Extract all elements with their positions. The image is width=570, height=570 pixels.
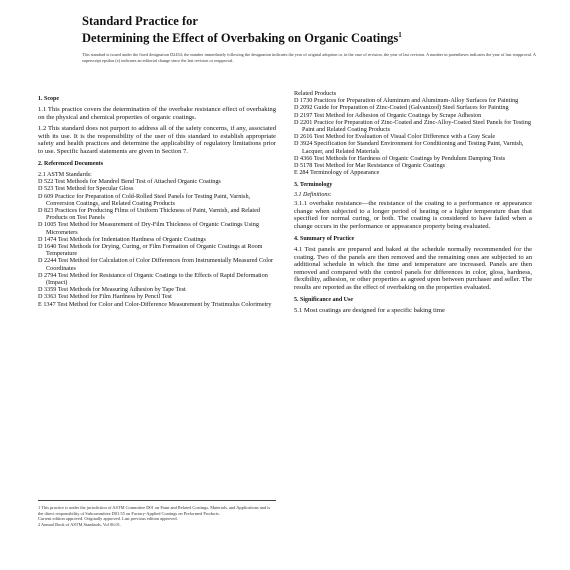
ref-item: 2.1 ASTM Standards: <box>38 171 92 178</box>
summary-para: 4.1 Test panels are prepared and baked at the schedule normally recommended for the coating. Two of the panels are then removed and the remaining ones are subjected to an additional schedule in which the time and temperature are increased. Panels are then removed and compared with the control panels for differences in color, gloss, hardness, flexibility, adhesion, or other properties as agreed upon between purchaser and seller. The results are reported as the effect of overbaking on the properties evaluated. <box>294 246 532 291</box>
footnote: Current edition approved. Originally approved. Last previous edition approved. <box>38 516 178 522</box>
title-block <box>82 14 536 64</box>
right-column <box>294 90 532 319</box>
ref-item: D 1005 Test Method for Measurement of Dry-Film Thickness of Organic Coatings Using Micrometers <box>38 221 259 236</box>
ref-item: D 1474 Test Methods for Indentation Hardness of Organic Coatings <box>38 235 206 243</box>
footnotes <box>38 500 276 527</box>
scope-para-1: 1.1 This practice covers the determination of the overbake resistance effect of overbaking on the physical and chemical properties of organic coatings. <box>38 106 276 121</box>
ref-item: Related Products <box>294 90 337 97</box>
section-terminology-heading: 3. Terminology <box>294 182 333 189</box>
significance-para: 5.1 Most coatings are designed for a specific baking time <box>294 307 445 315</box>
terminology-para: 3.1.1 overbake resistance—the resistance of the coating to a performance or appearance change when subjected to a longer period of heating or a higher temperature than that specified for normal curing, or both. The coating is considered to have failed when a change occurs in the performance or appearance property being evaluated. <box>294 200 532 230</box>
section-referenced-heading: 2. Referenced Documents <box>38 161 104 167</box>
body-columns <box>38 90 532 319</box>
ref-item: D 5178 Test Method for Mar Resistance of Organic Coatings <box>294 162 446 170</box>
ref-item: D 3359 Test Methods for Measuring Adhesion by Tape Test <box>38 286 186 294</box>
ref-item: D 823 Practices for Producing Films of Uniform Thickness of Paint, Varnish, and Related Products on Test Panels <box>38 207 260 222</box>
ref-item: D 523 Test Method for Specular Gloss <box>38 185 134 193</box>
terminology-subheading: 3.1 Definitions: <box>294 192 332 199</box>
ref-item: D 1640 Test Methods for Drying, Curing, or Film Formation of Organic Coatings at Room Temperature <box>38 243 263 258</box>
ref-item: D 4366 Test Methods for Hardness of Organic Coatings by Pendulum Damping Tests <box>294 154 506 162</box>
section-significance-heading: 5. Significance and Use <box>294 297 354 304</box>
ref-item: D 522 Test Methods for Mandrel Bend Test of Attached Organic Coatings <box>38 178 221 186</box>
ref-item: D 3924 Specification for Standard Environment for Conditioning and Testing Paint, Varnish, Lacquer, and Related Materials <box>294 140 524 155</box>
designation-note: This standard is issued under the fixed designation D2454; the number immediately following the designation indicates the year of original adoption or, in the case of revision, the year of last revision. A number in parentheses indicates the year of last reapproval. A superscript epsilon (ε) indicates an editorial change since the last revision or reapproval. <box>82 52 536 64</box>
ref-item: D 2092 Guide for Preparation of Zinc-Coated (Galvanized) Steel Surfaces for Painting <box>294 104 509 112</box>
continued-ref-list <box>294 90 532 176</box>
ref-item: D 1730 Practices for Preparation of Aluminum and Aluminum-Alloy Surfaces for Painting <box>294 97 519 105</box>
referenced-list <box>38 171 276 308</box>
section-summary-heading: 4. Summary of Practice <box>294 236 355 243</box>
ref-item: E 1347 Test Method for Color and Color-Difference Measurement by Tristimulus Colorimetry <box>38 300 272 308</box>
ref-item: E 284 Terminology of Appearance <box>294 169 380 177</box>
scope-para-2: 1.2 This standard does not purport to address all of the safety concerns, if any, associated with its use. It is the responsibility of the user of this standard to establish appropriate safety and health practices and determine the applicability of regulatory limitations prior to use. Specific hazard statements are given in Section 7. <box>38 125 276 155</box>
footnote: 2 Annual Book of ASTM Standards, Vol 06.01. <box>38 521 122 527</box>
ref-item: D 3363 Test Method for Film Hardness by Pencil Test <box>38 293 172 301</box>
title-line-1: Standard Practice for <box>82 14 198 28</box>
footnote: 1 This practice is under the jurisdiction of ASTM Committee D01 on Paint and Related Coatings, Materials, and Applications and is the direct responsibility of Subcommittee D01.55 on Factory-Applied Coatings on Preformed Products. <box>38 505 271 516</box>
ref-item: D 2201 Practice for Preparation of Zinc-Coated and Zinc-Alloy-Coated Steel Panels for Testing Paint and Related Coating Products <box>294 118 531 134</box>
ref-item: D 2794 Test Method for Resistance of Organic Coatings to the Effects of Rapid Deformation (Impact) <box>38 271 268 287</box>
ref-item: D 2244 Test Method for Calculation of Color Differences from Instrumentally Measured Color Coordinates <box>38 257 274 272</box>
ref-item: D 609 Practice for Preparation of Cold-Rolled Steel Panels for Testing Paint, Varnish, Conversion Coatings, and Related Coating Products <box>38 192 251 207</box>
title-line-2: Determining the Effect of Overbaking on Organic Coatings$^1$ <box>82 31 402 46</box>
section-scope-heading: 1. Scope <box>38 96 59 102</box>
ref-item: D 2616 Test Method for Evaluation of Visual Color Difference with a Gray Scale <box>294 133 496 141</box>
ref-item: D 2197 Test Method for Adhesion of Organic Coatings by Scrape Adhesion <box>294 111 482 119</box>
left-column <box>38 90 276 319</box>
